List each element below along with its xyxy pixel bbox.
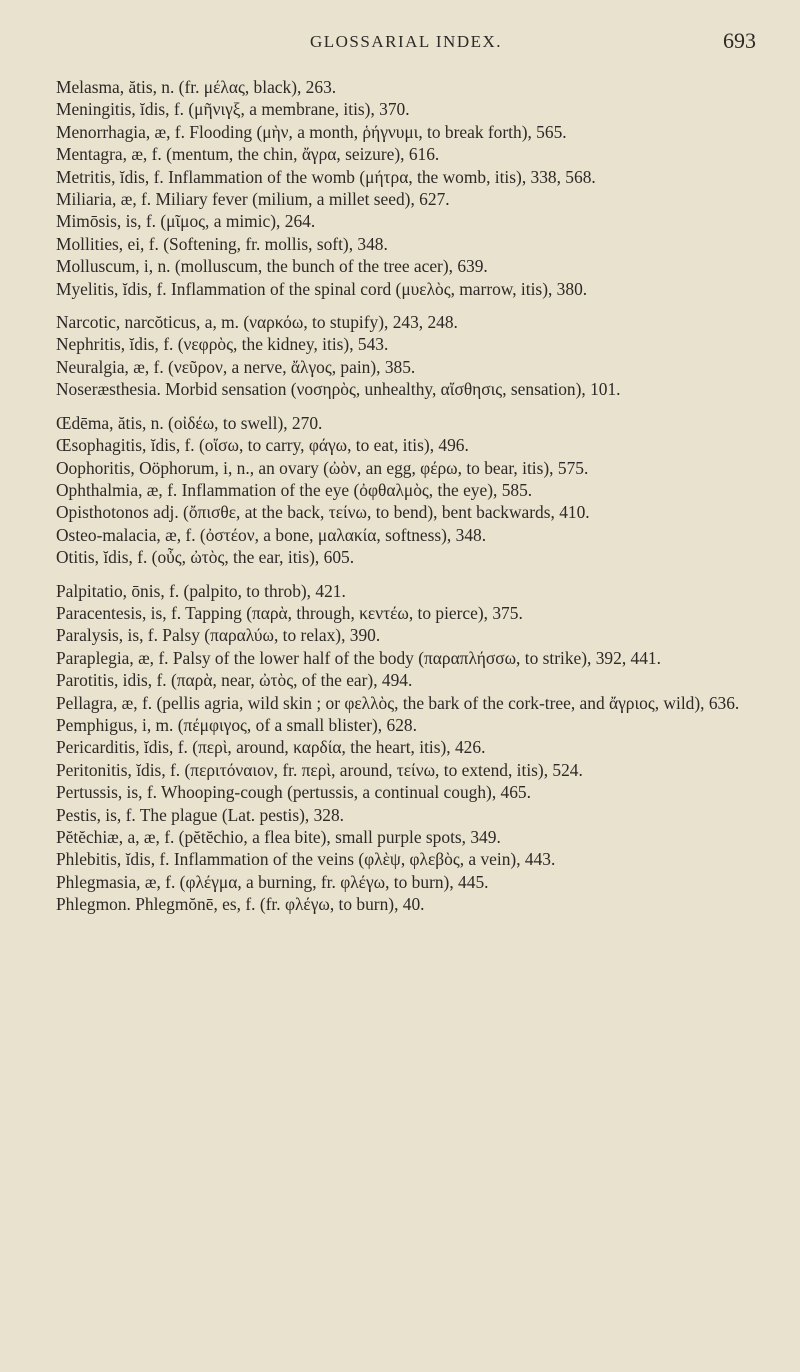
index-entry: Mollities, ei, f. (Softening, fr. mollis, soft), 348. [56,233,388,254]
index-entry: Phlebitis, ĭdis, f. Inflammation of the veins (φλὲψ, φλεβὸς, a vein), 443. [56,849,556,870]
page-header [56,20,756,76]
index-entry: Phlegmasia, æ, f. (φλέγμα, a burning, fr. φλέγω, to burn), 445. [56,871,489,892]
index-entry: Molluscum, i, n. (molluscum, the bunch of the tree acer), 639. [56,256,488,277]
index-entry: Parotitis, idis, f. (παρὰ, near, ὠτὸς, of the ear), 494. [56,670,413,691]
index-entry: Paracentesis, is, f. Tapping (παρὰ, through, κεντέω, to pierce), 375. [56,602,523,623]
index-entry: Noseræsthesia. Morbid sensation (νοσηρὸς, unhealthy, αἴσθησις, sensation), 101. [56,379,621,400]
index-entry: Nephritis, ĭdis, f. (νεφρὸς, the kidney, itis), 543. [56,334,389,355]
index-entry: Mentagra, æ, f. (mentum, the chin, ἄγρα, seizure), 616. [56,144,440,165]
index-entry: Pemphigus, i, m. (πέμφιγος, of a small blister), 628. [56,714,417,735]
index-entry: Pertussis, is, f. Whooping-cough (pertussis, a continual cough), 465. [56,782,531,803]
index-entry: Opisthotonos adj. (ὄπισθε, at the back, τείνω, to bend), bent backwards, 410. [56,502,590,523]
index-entry: Melasma, ătis, n. (fr. μέλας, black), 263. [56,77,337,97]
index-group-o [56,412,756,569]
index-entry: Myelitis, ĭdis, f. Inflammation of the spinal cord (μυελὸς, marrow, itis), 380. [56,278,588,299]
index-entry: Pĕtĕchiæ, a, æ, f. (pĕtĕchio, a flea bite), small purple spots, 349. [56,827,501,847]
index-entry: Œsophagitis, ĭdis, f. (οἴσω, to carry, φάγω, to eat, itis), 496. [56,435,469,456]
page-number: 693 [723,28,756,53]
index-entry: Phlegmon. Phlegmŏnē, es, f. (fr. φλέγω, to burn), 40. [56,894,425,915]
index-entry: Paraplegia, æ, f. Palsy of the lower half of the body (παραπλήσσω, to strike), 392, 441. [56,647,661,668]
index-group-p [56,580,756,916]
index-entry: Œdēma, ătis, n. (οἰδέω, to swell), 270. [56,412,323,433]
index-entry: Paralysis, is, f. Palsy (παραλύω, to relax), 390. [56,625,381,646]
index-group-m [56,76,756,300]
index-entry: Peritonitis, ĭdis, f. (περιτόναιον, fr. περὶ, around, τείνω, to extend, itis), 524. [56,759,583,780]
index-group-n [56,311,756,401]
index-entry: Pericarditis, ĭdis, f. (περὶ, around, καρδία, the heart, itis), 426. [56,737,486,758]
index-entry: Metritis, ĭdis, f. Inflammation of the womb (μήτρα, the womb, itis), 338, 568. [56,166,596,187]
running-head: GLOSSARIAL INDEX. [309,32,503,51]
index-entry: Otitis, ĭdis, f. (οὖς, ὠτὸς, the ear, itis), 605. [56,547,355,568]
glossary-index-body [56,76,756,916]
index-entry: Oophoritis, Oöphorum, i, n., an ovary (ὠὸν, an egg, φέρω, to bear, itis), 575. [56,457,589,478]
index-entry: Palpitatio, ōnis, f. (palpito, to throb), 421. [56,580,346,601]
index-entry: Pellagra, æ, f. (pellis agria, wild skin ; or φελλὸς, the bark of the cork-tree, and ἄγριος, wild), 636. [56,692,740,713]
index-entry: Neuralgia, æ, f. (νεῦρον, a nerve, ἄλγος, pain), 385. [56,356,416,377]
index-entry: Miliaria, æ, f. Miliary fever (milium, a millet seed), 627. [56,189,450,210]
index-entry: Meningitis, ĭdis, f. (μῆνιγξ, a membrane, itis), 370. [56,99,410,120]
index-entry: Pestis, is, f. The plague (Lat. pestis), 328. [56,804,345,825]
index-entry: Menorrhagia, æ, f. Flooding (μὴν, a month, ῥήγνυμι, to break forth), 565. [56,121,567,142]
index-entry: Mimōsis, is, f. (μῖμος, a mimic), 264. [56,211,316,232]
index-entry: Narcotic, narcŏticus, a, m. (ναρκόω, to stupify), 243, 248. [56,312,458,333]
index-entry: Osteo-malacia, æ, f. (ὀστέον, a bone, μαλακία, softness), 348. [56,524,487,545]
index-entry: Ophthalmia, æ, f. Inflammation of the eye (ὀφθαλμὸς, the eye), 585. [56,479,533,500]
